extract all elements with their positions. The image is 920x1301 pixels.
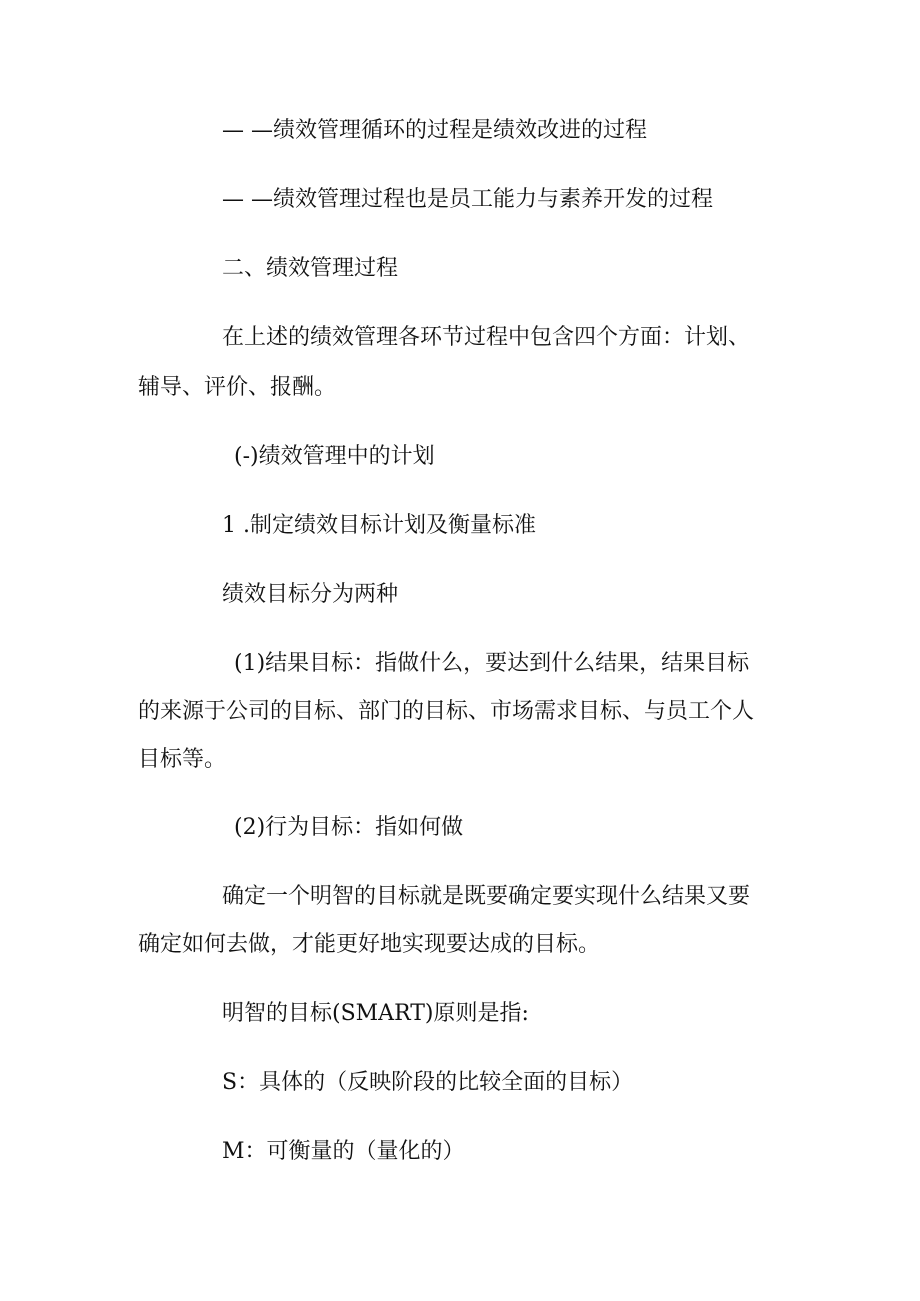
paragraph-result-goal-line-3: 目标等。 <box>138 747 227 772</box>
subheading-planning: (-)绩效管理中的计划 <box>234 444 435 469</box>
text-line-employee-development: — —绩效管理过程也是员工能力与素养开发的过程 <box>222 187 713 212</box>
text-line-smart-s: S：具体的（反映阶段的比较全面的目标） <box>222 1070 634 1095</box>
paragraph-result-goal-line-2: 的来源于公司的目标、部门的目标、市场需求目标、与员工个人 <box>138 699 755 724</box>
paragraph-smart-goal-line-2: 确定如何去做，才能更好地实现要达成的目标。 <box>138 932 601 957</box>
section-heading-process: 二、绩效管理过程 <box>222 256 399 281</box>
text-line-smart-m: M：可衡量的（量化的） <box>222 1139 465 1164</box>
text-line-two-types: 绩效目标分为两种 <box>222 582 399 607</box>
paragraph-four-aspects-line-2: 辅导、评价、报酬。 <box>138 375 337 400</box>
text-line-smart-principle: 明智的目标(SMART)原则是指: <box>222 1001 529 1026</box>
paragraph-four-aspects-line-1: 在上述的绩效管理各环节过程中包含四个方面：计划、 <box>222 325 751 350</box>
text-line-behavior-goal: (2)行为目标：指如何做 <box>234 815 464 840</box>
text-line-cycle-improvement: — —绩效管理循环的过程是绩效改进的过程 <box>222 118 647 143</box>
subheading-target-plan: 1 .制定绩效目标计划及衡量标准 <box>222 513 536 538</box>
paragraph-smart-goal-line-1: 确定一个明智的目标就是既要确定要实现什么结果又要 <box>222 884 751 909</box>
paragraph-result-goal-line-1: (1)结果目标：指做什么，要达到什么结果，结果目标 <box>234 651 750 676</box>
